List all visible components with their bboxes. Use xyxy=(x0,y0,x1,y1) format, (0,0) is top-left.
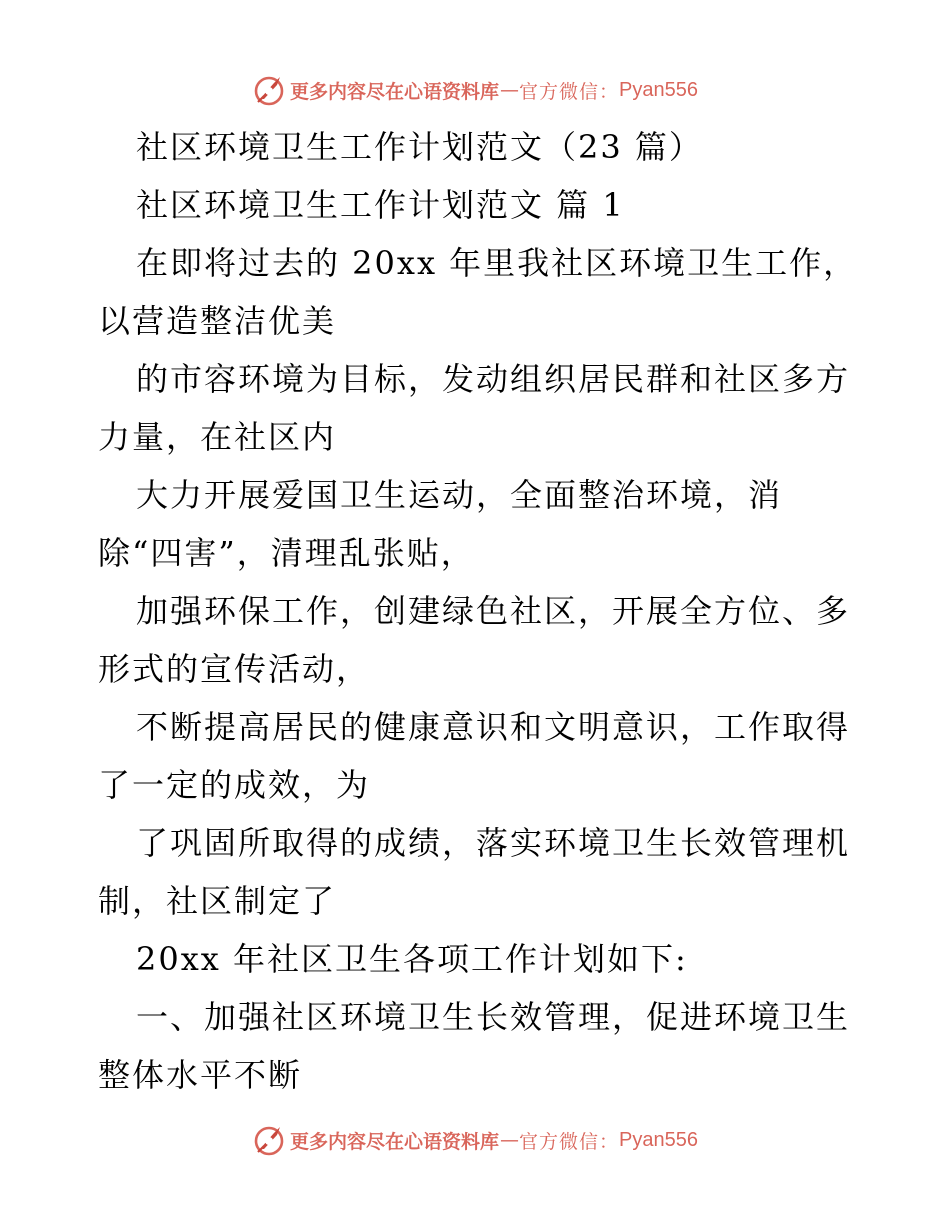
paragraph-line: 制，社区制定了 xyxy=(98,882,337,920)
paragraph-line: 20xx 年社区卫生各项工作计划如下: xyxy=(136,940,688,978)
quill-pen-icon xyxy=(252,1123,286,1157)
section-heading: 社区环境卫生工作计划范文 篇 1 xyxy=(136,186,625,224)
banner-wechat-id: Pyan556 xyxy=(619,1128,698,1151)
paragraph-line: 大力开展爱国卫生运动，全面整治环境，消 xyxy=(136,476,783,514)
banner-wechat-label: 官方微信： xyxy=(519,80,620,103)
banner-title: 更多内容尽在心语资料库 xyxy=(290,80,500,103)
paragraph-line: 在即将过去的 20xx 年里我社区环境卫生工作， xyxy=(136,244,858,282)
banner-title: 更多内容尽在心语资料库 xyxy=(290,1130,500,1153)
paragraph-line: 了一定的成效，为 xyxy=(98,766,371,804)
quill-pen-icon xyxy=(252,73,286,107)
banner-wechat-label: 官方微信： xyxy=(519,1130,620,1153)
paragraph-line: 的市容环境为目标，发动组织居民群和社区多方 xyxy=(136,360,851,398)
banner-wechat-id: Pyan556 xyxy=(619,78,698,101)
document-body xyxy=(98,118,858,1104)
banner-separator: — xyxy=(500,79,519,101)
paragraph-line: 除“四害”，清理乱张贴， xyxy=(98,534,475,572)
footer-banner xyxy=(0,1120,950,1160)
document-title: 社区环境卫生工作计划范文（23 篇） xyxy=(136,128,703,166)
paragraph-line: 不断提高居民的健康意识和文明意识，工作取得 xyxy=(136,708,851,746)
paragraph-line: 一、加强社区环境卫生长效管理，促进环境卫生 xyxy=(136,998,851,1036)
paragraph-line: 力量，在社区内 xyxy=(98,418,337,456)
paragraph-line: 加强环保工作，创建绿色社区，开展全方位、多 xyxy=(136,592,851,630)
paragraph-line: 以营造整洁优美 xyxy=(98,302,337,340)
paragraph-line: 形式的宣传活动， xyxy=(98,650,371,688)
paragraph-line: 了巩固所取得的成绩，落实环境卫生长效管理机 xyxy=(136,824,851,862)
banner-separator: — xyxy=(500,1129,519,1151)
header-banner xyxy=(0,70,950,110)
paragraph-line: 整体水平不断 xyxy=(98,1056,303,1094)
